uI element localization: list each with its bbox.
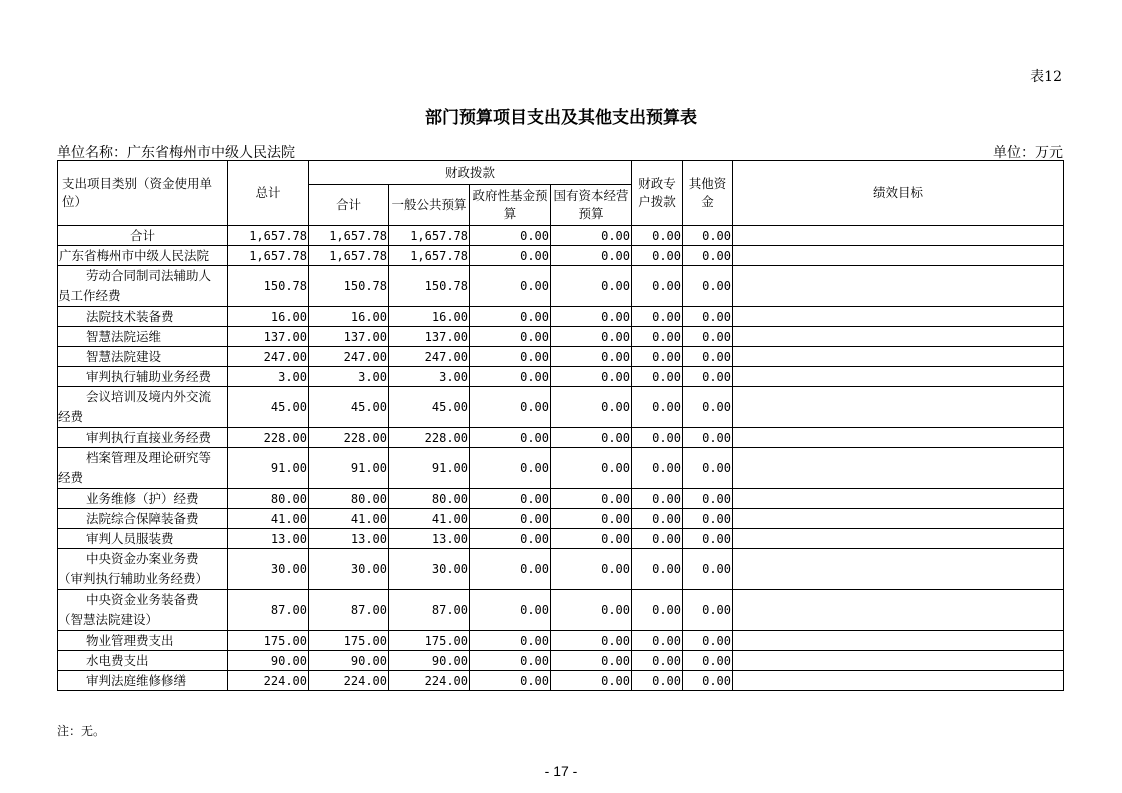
cell-total: 16.00 <box>228 307 309 327</box>
cell-goal <box>733 428 1064 448</box>
cell-fund: 0.00 <box>470 448 551 489</box>
cell-fund: 0.00 <box>470 651 551 671</box>
row-category-name: 审判人员服装费 <box>58 529 228 549</box>
table-row <box>58 671 1064 691</box>
row-category-name: 法院技术装备费 <box>58 307 228 327</box>
cell-capital: 0.00 <box>551 367 632 387</box>
footnote: 注：无。 <box>57 724 106 738</box>
row-category-name: 智慧法院建设 <box>58 347 228 367</box>
row-category-line1: 档案管理及理论研究等 <box>86 450 212 465</box>
header-total: 总计 <box>228 161 309 226</box>
table-row <box>58 549 1064 590</box>
cell-other: 0.00 <box>683 489 733 509</box>
cell-sum: 3.00 <box>309 367 389 387</box>
table-row <box>58 387 1064 428</box>
cell-goal <box>733 489 1064 509</box>
cell-total: 150.78 <box>228 266 309 307</box>
cell-total: 87.00 <box>228 590 309 631</box>
cell-general: 175.00 <box>389 631 470 651</box>
row-category-name <box>58 549 228 590</box>
cell-capital: 0.00 <box>551 489 632 509</box>
row-category-line2: （审判执行辅助业务经费） <box>58 571 209 586</box>
cell-other: 0.00 <box>683 509 733 529</box>
cell-capital: 0.00 <box>551 631 632 651</box>
cell-total: 1,657.78 <box>228 226 309 246</box>
table-row <box>58 347 1064 367</box>
cell-goal <box>733 631 1064 651</box>
cell-fund: 0.00 <box>470 428 551 448</box>
cell-capital: 0.00 <box>551 307 632 327</box>
cell-goal <box>733 226 1064 246</box>
cell-capital: 0.00 <box>551 246 632 266</box>
cell-goal <box>733 367 1064 387</box>
cell-sum: 224.00 <box>309 671 389 691</box>
cell-total: 30.00 <box>228 549 309 590</box>
cell-capital: 0.00 <box>551 549 632 590</box>
cell-general: 137.00 <box>389 327 470 347</box>
cell-goal <box>733 266 1064 307</box>
cell-other: 0.00 <box>683 651 733 671</box>
cell-other: 0.00 <box>683 327 733 347</box>
cell-fund: 0.00 <box>470 631 551 651</box>
cell-goal <box>733 651 1064 671</box>
cell-fund: 0.00 <box>470 489 551 509</box>
cell-special: 0.00 <box>632 549 683 590</box>
cell-special: 0.00 <box>632 387 683 428</box>
row-category-name: 业务维修（护）经费 <box>58 489 228 509</box>
cell-special: 0.00 <box>632 489 683 509</box>
cell-total: 224.00 <box>228 671 309 691</box>
cell-sum: 91.00 <box>309 448 389 489</box>
cell-fund: 0.00 <box>470 529 551 549</box>
cell-total: 90.00 <box>228 651 309 671</box>
cell-fund: 0.00 <box>470 671 551 691</box>
cell-sum: 175.00 <box>309 631 389 651</box>
cell-special: 0.00 <box>632 327 683 347</box>
cell-fund: 0.00 <box>470 266 551 307</box>
row-category-name <box>58 448 228 489</box>
table-row <box>58 651 1064 671</box>
cell-sum: 30.00 <box>309 549 389 590</box>
cell-other: 0.00 <box>683 428 733 448</box>
cell-special: 0.00 <box>632 266 683 307</box>
cell-special: 0.00 <box>632 367 683 387</box>
table-body <box>58 226 1064 691</box>
table-number: 表12 <box>1030 69 1062 85</box>
cell-general: 91.00 <box>389 448 470 489</box>
cell-other: 0.00 <box>683 226 733 246</box>
cell-total: 1,657.78 <box>228 246 309 266</box>
cell-special: 0.00 <box>632 631 683 651</box>
cell-goal <box>733 246 1064 266</box>
cell-general: 224.00 <box>389 671 470 691</box>
table-row <box>58 448 1064 489</box>
page-title: 部门预算项目支出及其他支出预算表 <box>425 108 697 128</box>
header-state-capital: 国有资本经营预算 <box>551 185 632 226</box>
cell-special: 0.00 <box>632 448 683 489</box>
table-row <box>58 226 1064 246</box>
cell-fund: 0.00 <box>470 367 551 387</box>
cell-general: 87.00 <box>389 590 470 631</box>
table-row <box>58 428 1064 448</box>
header-fiscal-sum: 合计 <box>309 185 389 226</box>
header-goal: 绩效目标 <box>733 161 1064 226</box>
row-category-line1: 会议培训及境内外交流 <box>86 389 212 404</box>
header-category: 支出项目类别（资金使用单位） <box>58 161 228 226</box>
row-category-line1: 中央资金业务装备费 <box>86 592 199 607</box>
cell-sum: 228.00 <box>309 428 389 448</box>
cell-other: 0.00 <box>683 246 733 266</box>
row-category-name: 水电费支出 <box>58 651 228 671</box>
row-category-name <box>58 387 228 428</box>
cell-fund: 0.00 <box>470 509 551 529</box>
row-category-name: 审判法庭维修修缮 <box>58 671 228 691</box>
cell-fund: 0.00 <box>470 327 551 347</box>
cell-general: 16.00 <box>389 307 470 327</box>
cell-capital: 0.00 <box>551 509 632 529</box>
cell-capital: 0.00 <box>551 327 632 347</box>
cell-total: 228.00 <box>228 428 309 448</box>
table-row <box>58 631 1064 651</box>
cell-general: 45.00 <box>389 387 470 428</box>
cell-total: 91.00 <box>228 448 309 489</box>
unit-label: 单位：万元 <box>993 145 1063 161</box>
cell-goal <box>733 347 1064 367</box>
cell-capital: 0.00 <box>551 651 632 671</box>
header-fiscal-group: 财政拨款 <box>309 161 632 185</box>
cell-goal <box>733 549 1064 590</box>
budget-table <box>57 160 1064 691</box>
table-row <box>58 327 1064 347</box>
header-other-funds: 其他资金 <box>683 161 733 226</box>
cell-capital: 0.00 <box>551 347 632 367</box>
cell-sum: 16.00 <box>309 307 389 327</box>
row-category-line2: 经费 <box>58 409 84 424</box>
page-number: - 17 - <box>544 763 578 779</box>
cell-goal <box>733 448 1064 489</box>
cell-other: 0.00 <box>683 387 733 428</box>
cell-general: 228.00 <box>389 428 470 448</box>
cell-goal <box>733 671 1064 691</box>
cell-capital: 0.00 <box>551 590 632 631</box>
cell-goal <box>733 509 1064 529</box>
row-category-line1: 劳动合同制司法辅助人 <box>86 268 212 283</box>
cell-special: 0.00 <box>632 529 683 549</box>
cell-general: 1,657.78 <box>389 246 470 266</box>
table-row <box>58 529 1064 549</box>
cell-goal <box>733 327 1064 347</box>
table-row <box>58 489 1064 509</box>
cell-sum: 90.00 <box>309 651 389 671</box>
cell-other: 0.00 <box>683 367 733 387</box>
cell-capital: 0.00 <box>551 226 632 246</box>
table-row <box>58 246 1064 266</box>
cell-sum: 80.00 <box>309 489 389 509</box>
cell-general: 150.78 <box>389 266 470 307</box>
cell-special: 0.00 <box>632 651 683 671</box>
cell-special: 0.00 <box>632 671 683 691</box>
table-row <box>58 509 1064 529</box>
cell-other: 0.00 <box>683 590 733 631</box>
table-row <box>58 590 1064 631</box>
cell-total: 247.00 <box>228 347 309 367</box>
cell-fund: 0.00 <box>470 347 551 367</box>
cell-sum: 150.78 <box>309 266 389 307</box>
row-category-line2: 员工作经费 <box>58 288 121 303</box>
header-special-fiscal: 财政专户拨款 <box>632 161 683 226</box>
cell-goal <box>733 590 1064 631</box>
table-row <box>58 307 1064 327</box>
row-category-name: 审判执行直接业务经费 <box>58 428 228 448</box>
cell-total: 13.00 <box>228 529 309 549</box>
cell-general: 30.00 <box>389 549 470 590</box>
cell-other: 0.00 <box>683 347 733 367</box>
cell-fund: 0.00 <box>470 590 551 631</box>
org-name-label: 单位名称：广东省梅州市中级人民法院 <box>57 145 295 161</box>
row-category-name: 智慧法院运维 <box>58 327 228 347</box>
cell-general: 80.00 <box>389 489 470 509</box>
cell-capital: 0.00 <box>551 448 632 489</box>
cell-sum: 87.00 <box>309 590 389 631</box>
cell-other: 0.00 <box>683 448 733 489</box>
row-category-name <box>58 266 228 307</box>
cell-goal <box>733 387 1064 428</box>
row-category-line2: （智慧法院建设） <box>58 612 159 627</box>
cell-special: 0.00 <box>632 590 683 631</box>
cell-other: 0.00 <box>683 631 733 651</box>
cell-goal <box>733 307 1064 327</box>
cell-capital: 0.00 <box>551 529 632 549</box>
table-row <box>58 367 1064 387</box>
cell-fund: 0.00 <box>470 226 551 246</box>
cell-general: 3.00 <box>389 367 470 387</box>
cell-sum: 1,657.78 <box>309 226 389 246</box>
cell-capital: 0.00 <box>551 671 632 691</box>
row-category-line1: 中央资金办案业务费 <box>86 551 199 566</box>
cell-other: 0.00 <box>683 307 733 327</box>
cell-special: 0.00 <box>632 246 683 266</box>
cell-total: 45.00 <box>228 387 309 428</box>
cell-total: 175.00 <box>228 631 309 651</box>
cell-general: 41.00 <box>389 509 470 529</box>
header-gov-fund: 政府性基金预算 <box>470 185 551 226</box>
cell-fund: 0.00 <box>470 549 551 590</box>
cell-fund: 0.00 <box>470 307 551 327</box>
cell-general: 90.00 <box>389 651 470 671</box>
cell-total: 137.00 <box>228 327 309 347</box>
cell-special: 0.00 <box>632 226 683 246</box>
cell-total: 3.00 <box>228 367 309 387</box>
cell-general: 13.00 <box>389 529 470 549</box>
row-category-name: 审判执行辅助业务经费 <box>58 367 228 387</box>
cell-total: 41.00 <box>228 509 309 529</box>
cell-sum: 41.00 <box>309 509 389 529</box>
row-category-name: 合计 <box>58 226 228 246</box>
row-category-name: 法院综合保障装备费 <box>58 509 228 529</box>
cell-capital: 0.00 <box>551 428 632 448</box>
cell-fund: 0.00 <box>470 246 551 266</box>
cell-sum: 45.00 <box>309 387 389 428</box>
cell-sum: 1,657.78 <box>309 246 389 266</box>
cell-capital: 0.00 <box>551 387 632 428</box>
cell-sum: 247.00 <box>309 347 389 367</box>
cell-goal <box>733 529 1064 549</box>
table-row <box>58 266 1064 307</box>
row-category-name: 广东省梅州市中级人民法院 <box>58 246 228 266</box>
cell-total: 80.00 <box>228 489 309 509</box>
cell-fund: 0.00 <box>470 387 551 428</box>
cell-other: 0.00 <box>683 549 733 590</box>
cell-special: 0.00 <box>632 428 683 448</box>
cell-general: 247.00 <box>389 347 470 367</box>
cell-other: 0.00 <box>683 529 733 549</box>
cell-special: 0.00 <box>632 347 683 367</box>
cell-sum: 137.00 <box>309 327 389 347</box>
header-general-budget: 一般公共预算 <box>389 185 470 226</box>
cell-special: 0.00 <box>632 509 683 529</box>
cell-capital: 0.00 <box>551 266 632 307</box>
cell-special: 0.00 <box>632 307 683 327</box>
cell-sum: 13.00 <box>309 529 389 549</box>
cell-general: 1,657.78 <box>389 226 470 246</box>
row-category-name <box>58 590 228 631</box>
row-category-line2: 经费 <box>58 470 84 485</box>
row-category-name: 物业管理费支出 <box>58 631 228 651</box>
cell-other: 0.00 <box>683 671 733 691</box>
cell-other: 0.00 <box>683 266 733 307</box>
